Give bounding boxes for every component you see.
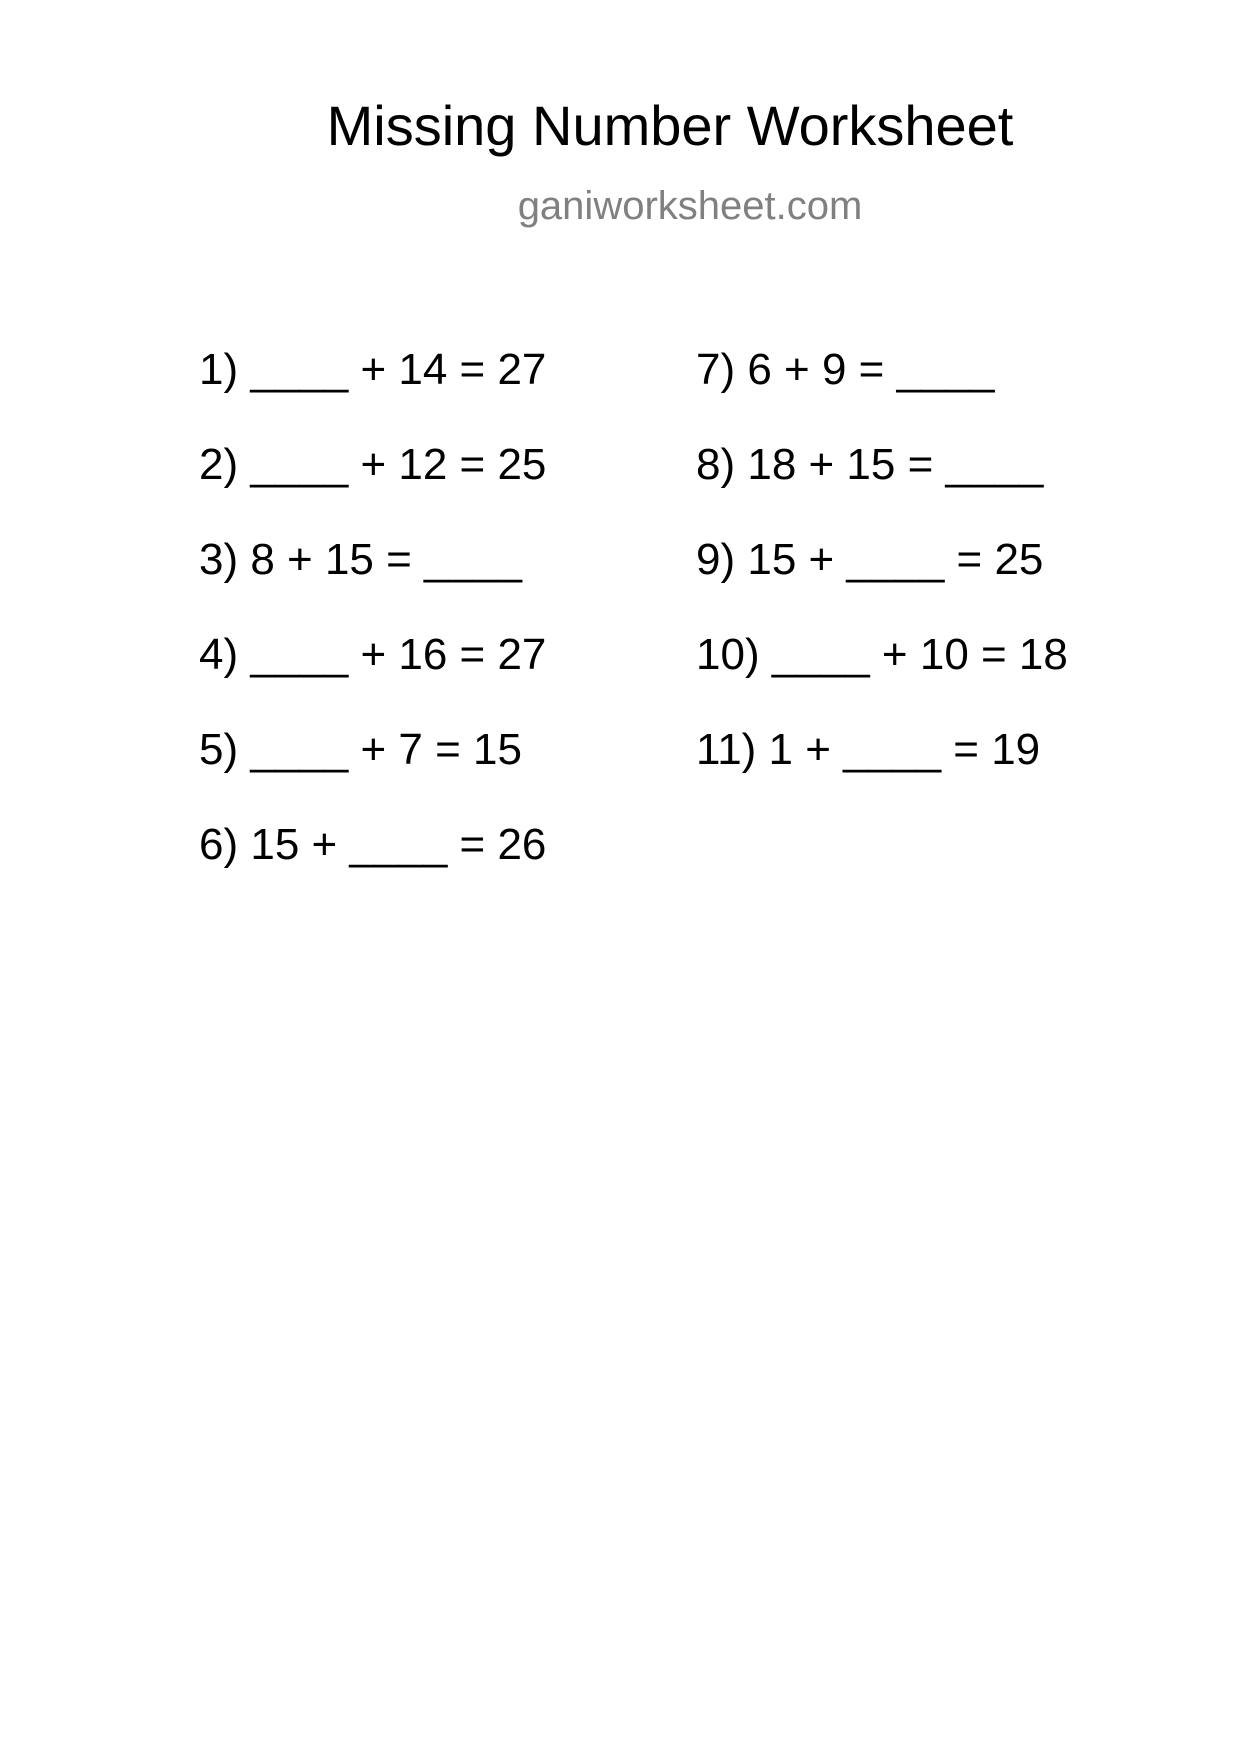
problem-6: 6) 15 + ____ = 26 <box>199 820 547 869</box>
problem-9: 9) 15 + ____ = 25 <box>696 535 1044 584</box>
problem-10: 10) ____ + 10 = 18 <box>696 630 1068 679</box>
page-title: Missing Number Worksheet <box>326 94 1014 157</box>
problem-column-right <box>696 344 1068 819</box>
problem-1: 1) ____ + 14 = 27 <box>199 345 547 394</box>
source-website: ganiworksheet.com <box>517 184 863 228</box>
problem-4: 4) ____ + 16 = 27 <box>199 630 547 679</box>
problem-2: 2) ____ + 12 = 25 <box>199 440 547 489</box>
problem-3: 3) 8 + 15 = ____ <box>199 535 522 584</box>
problem-column-left <box>199 344 546 914</box>
problem-5: 5) ____ + 7 = 15 <box>199 725 522 774</box>
problem-7: 7) 6 + 9 = ____ <box>696 345 995 394</box>
problem-8: 8) 18 + 15 = ____ <box>696 440 1044 489</box>
problem-11: 11) 1 + ____ = 19 <box>696 725 1041 774</box>
